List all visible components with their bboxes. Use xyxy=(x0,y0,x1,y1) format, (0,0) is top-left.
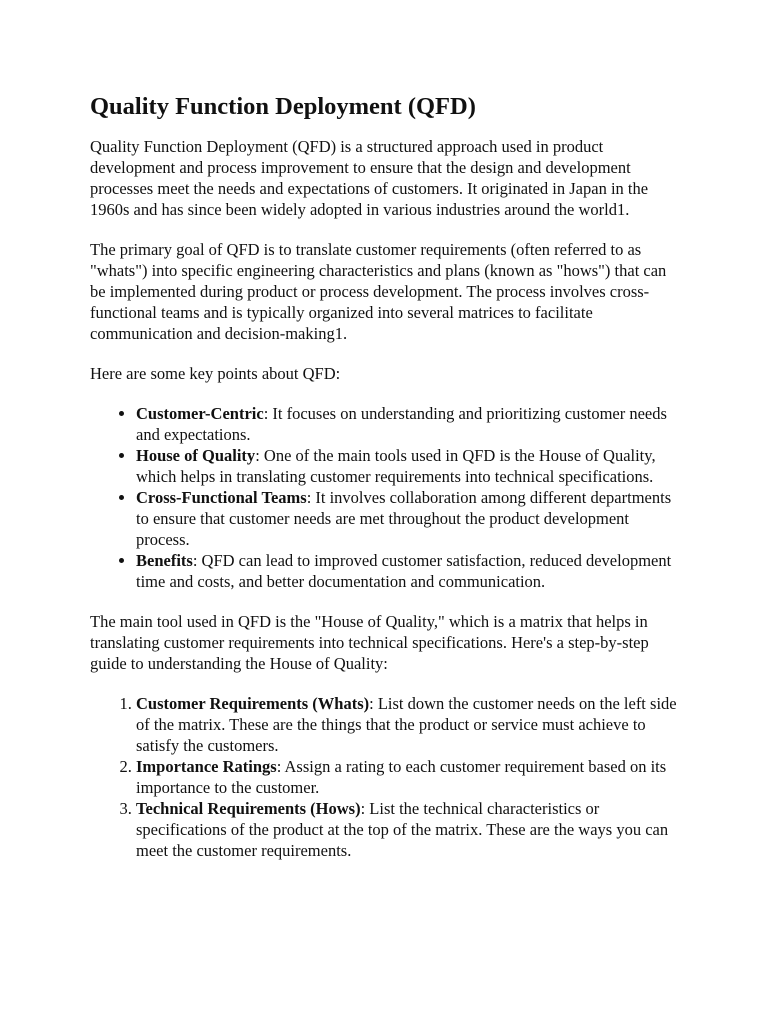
list-item xyxy=(136,693,678,756)
list-item-text: : It involves collaboration among different departments to ensure that customer needs are met throughout the product development process. xyxy=(136,488,672,549)
list-item xyxy=(136,487,678,550)
list-item-term: House of Quality xyxy=(136,446,256,465)
house-of-quality-paragraph: The main tool used in QFD is the "House of Quality," which is a matrix that helps in translating customer requirements into technical specifications. Here's a step-by-step guide to understanding the House of Quality: xyxy=(90,612,649,673)
list-item-text: : QFD can lead to improved customer satisfaction, reduced development time and costs, and better documentation and communication. xyxy=(136,551,672,591)
list-item xyxy=(136,550,678,592)
page-title: Quality Function Deployment (QFD) xyxy=(90,93,476,120)
list-item-term: Benefits xyxy=(136,551,193,570)
list-item-term: Customer-Centric xyxy=(136,404,264,423)
list-item xyxy=(136,756,678,798)
list-item xyxy=(136,798,678,861)
list-item-text: : One of the main tools used in QFD is the House of Quality, which helps in translating customer requirements into technical specifications. xyxy=(136,446,656,486)
list-item-term: Technical Requirements (Hows) xyxy=(136,799,361,818)
list-item-text: : List down the customer needs on the left side of the matrix. These are the things that the product or service must achieve to satisfy the customers. xyxy=(136,694,677,755)
key-points-list xyxy=(90,403,678,592)
list-item xyxy=(136,403,678,445)
key-points-intro: Here are some key points about QFD: xyxy=(90,364,341,383)
goal-paragraph: The primary goal of QFD is to translate customer requirements (often referred to as "whats") into specific engineering characteristics and plans (known as "hows") that can be implemented during product or process development. The process involves cross-functional teams and is typically organized into several matrices to facilitate communication and decision-making1. xyxy=(90,240,667,343)
list-item xyxy=(136,445,678,487)
intro-paragraph: Quality Function Deployment (QFD) is a structured approach used in product development and process improvement to ensure that the design and development processes meet the needs and expectations of customers. It originated in Japan in the 1960s and has since been widely adopted in various industries around the world1. xyxy=(90,137,649,219)
list-item-term: Cross-Functional Teams xyxy=(136,488,307,507)
list-item-text: : Assign a rating to each customer requirement based on its importance to the customer. xyxy=(136,757,667,797)
list-item-term: Importance Ratings xyxy=(136,757,277,776)
steps-list xyxy=(90,693,678,861)
list-item-term: Customer Requirements (Whats) xyxy=(136,694,370,713)
list-item-text: : List the technical characteristics or specifications of the product at the top of the matrix. These are the ways you can meet the customer requirements. xyxy=(136,799,669,860)
list-item-text: : It focuses on understanding and prioritizing customer needs and expectations. xyxy=(136,404,667,444)
